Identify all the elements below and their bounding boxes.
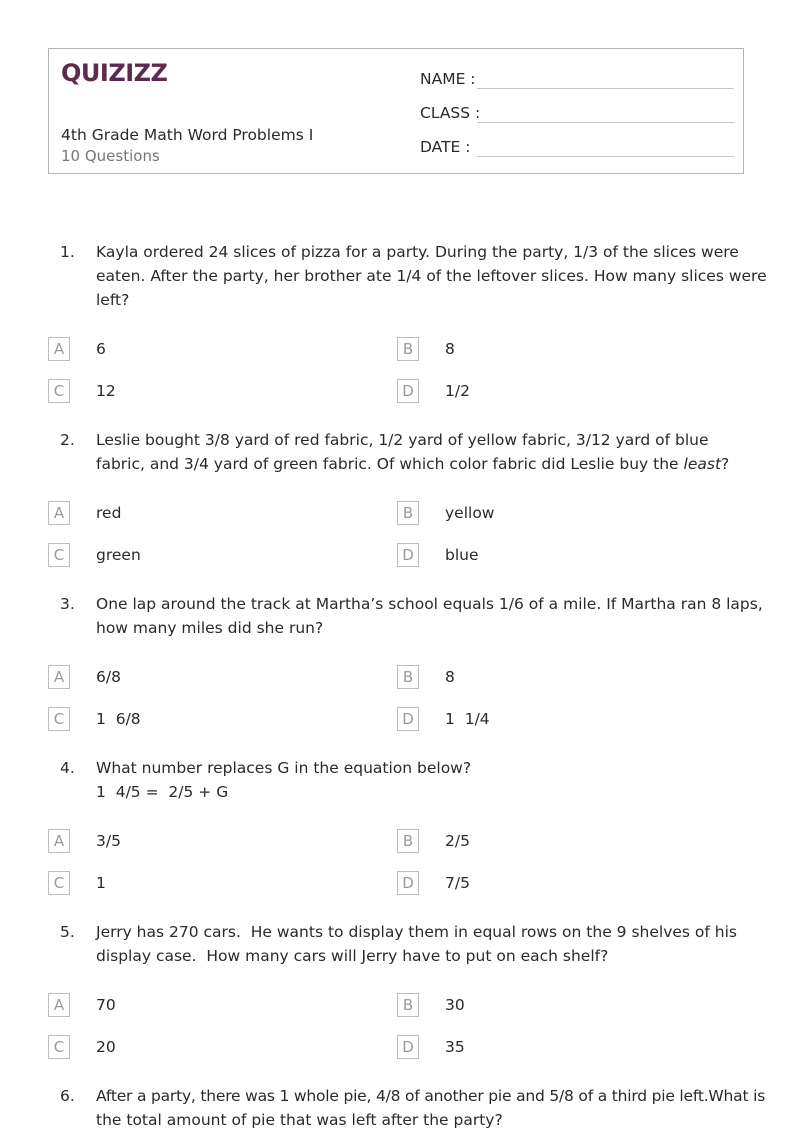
name-field[interactable] xyxy=(420,68,734,90)
option-text: red xyxy=(96,504,122,522)
option-letter: B xyxy=(397,501,419,525)
date-field[interactable] xyxy=(420,136,734,158)
option-text: 70 xyxy=(96,996,116,1014)
option-letter: C xyxy=(48,1035,70,1059)
option-text: 1 1/4 xyxy=(445,710,490,728)
class-label: CLASS : xyxy=(420,104,481,122)
question-line-start: fabric, and 3/4 yard of green fabric. Of which color fabric did Leslie buy the xyxy=(96,455,679,473)
question-line: how many miles did she run? xyxy=(96,619,324,637)
option-text: 8 xyxy=(445,340,455,358)
option-text: green xyxy=(96,546,141,564)
option-text: 2/5 xyxy=(445,832,470,850)
option-letter: A xyxy=(48,337,70,361)
question-text xyxy=(96,592,763,640)
option-letter: D xyxy=(397,871,419,895)
quizizz-logo: QUIZIZZ xyxy=(61,59,168,87)
question-line xyxy=(96,452,740,476)
name-line[interactable] xyxy=(477,88,734,89)
class-field[interactable] xyxy=(420,102,734,124)
option-letter: B xyxy=(397,665,419,689)
option-letter: C xyxy=(48,379,70,403)
question-number: 1. xyxy=(60,243,75,261)
option-letter: C xyxy=(48,707,70,731)
class-line[interactable] xyxy=(477,122,734,123)
option-letter: C xyxy=(48,543,70,567)
question-number: 6. xyxy=(60,1087,75,1105)
option-text: 20 xyxy=(96,1038,116,1056)
option-text: 1 6/8 xyxy=(96,710,141,728)
question-line: left? xyxy=(96,291,130,309)
date-line[interactable] xyxy=(477,156,734,157)
date-label: DATE : xyxy=(420,138,471,156)
question-text xyxy=(96,428,740,476)
question-line: What number replaces G in the equation below? xyxy=(96,759,472,777)
option-text: 6/8 xyxy=(96,668,121,686)
question-line: Kayla ordered 24 slices of pizza for a party. During the party, 1/3 of the slices were xyxy=(96,243,739,261)
option-text: 6 xyxy=(96,340,106,358)
question-number: 4. xyxy=(60,759,75,777)
option-letter: C xyxy=(48,871,70,895)
question-line: display case. How many cars will Jerry have to put on each shelf? xyxy=(96,947,609,965)
option-letter: B xyxy=(397,829,419,853)
option-text: 30 xyxy=(445,996,465,1014)
worksheet-header xyxy=(48,48,744,174)
question-line: One lap around the track at Martha’s school equals 1/6 of a mile. If Martha ran 8 laps, xyxy=(96,595,763,613)
option-text: 35 xyxy=(445,1038,465,1056)
option-letter: A xyxy=(48,993,70,1017)
option-text: yellow xyxy=(445,504,495,522)
question-number: 2. xyxy=(60,431,75,449)
question-number: 3. xyxy=(60,595,75,613)
question-number: 5. xyxy=(60,923,75,941)
question-line: After a party, there was 1 whole pie, 4/8 of another pie and 5/8 of a third pie left.What is xyxy=(96,1087,766,1105)
option-text: 7/5 xyxy=(445,874,470,892)
name-label: NAME : xyxy=(420,70,476,88)
option-text: 12 xyxy=(96,382,116,400)
question-count: 10 Questions xyxy=(61,147,160,165)
option-letter: B xyxy=(397,337,419,361)
option-letter: D xyxy=(397,379,419,403)
option-letter: D xyxy=(397,1035,419,1059)
question-text xyxy=(96,1084,766,1132)
option-letter: D xyxy=(397,543,419,567)
option-text: 1 xyxy=(96,874,106,892)
emphasis-text: least xyxy=(683,455,722,473)
option-text: blue xyxy=(445,546,479,564)
option-text: 1/2 xyxy=(445,382,470,400)
option-text: 8 xyxy=(445,668,455,686)
option-letter: D xyxy=(397,707,419,731)
option-text: 3/5 xyxy=(96,832,121,850)
question-line: the total amount of pie that was left after the party? xyxy=(96,1111,503,1129)
question-line-end: ? xyxy=(721,455,730,473)
question-line: 1 4/5 = 2/5 + G xyxy=(96,783,229,801)
option-letter: A xyxy=(48,829,70,853)
question-text xyxy=(96,920,740,968)
question-line: Jerry has 270 cars. He wants to display them in equal rows on the 9 shelves of his xyxy=(96,923,737,941)
option-letter: A xyxy=(48,665,70,689)
option-letter: B xyxy=(397,993,419,1017)
option-letter: A xyxy=(48,501,70,525)
worksheet-title: 4th Grade Math Word Problems I xyxy=(61,126,314,144)
question-text xyxy=(96,240,767,312)
question-text xyxy=(96,756,740,804)
question-line: eaten. After the party, her brother ate 1/4 of the leftover slices. How many slices were xyxy=(96,267,767,285)
question-line: Leslie bought 3/8 yard of red fabric, 1/2 yard of yellow fabric, 3/12 yard of blue xyxy=(96,431,709,449)
